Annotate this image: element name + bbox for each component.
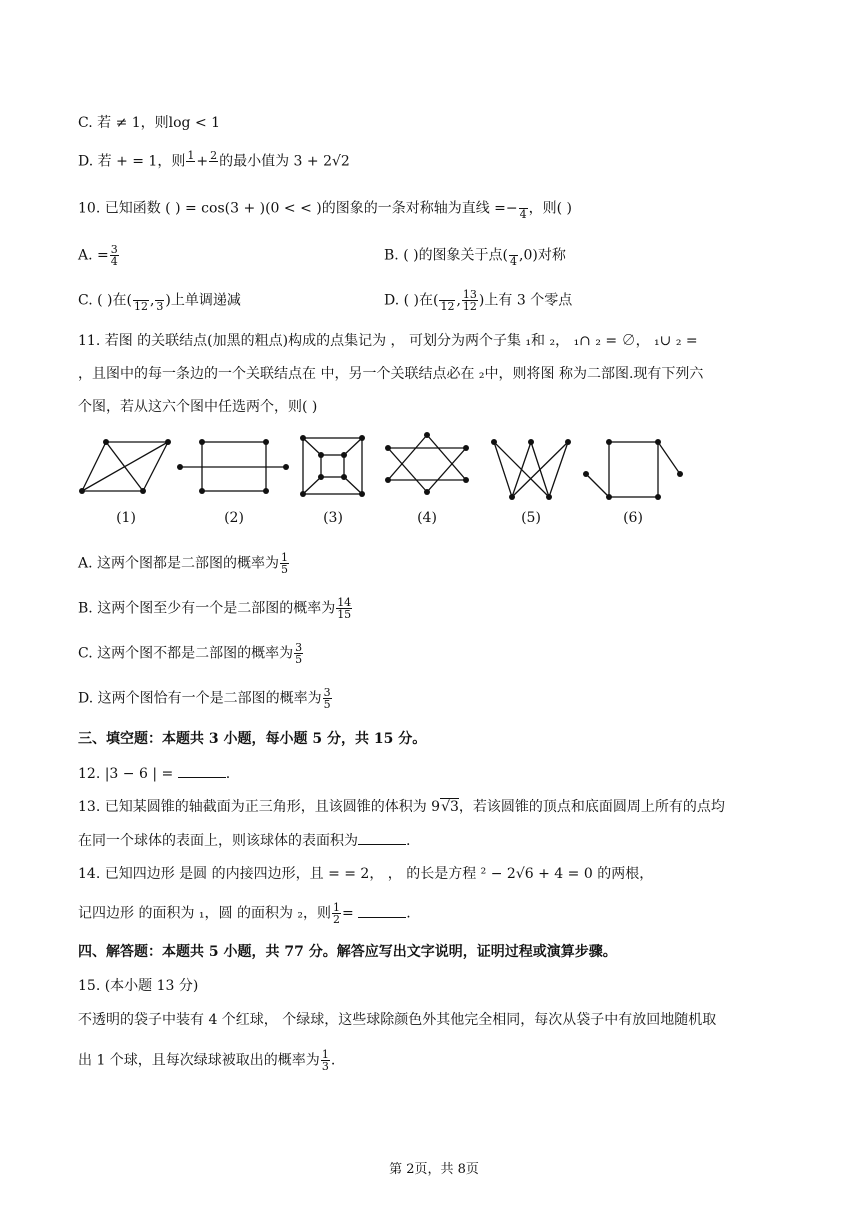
q15-line-1: 不透明的袋子中装有 4 个红球， 个绿球，这些球除颜色外其他完全相同，每次从袋子中有放回地随机取 xyxy=(78,1012,717,1028)
q11-line-2: ，且图中的每一条边的一个关联结点在 中，另一个关联结点必在 ₂中，则将图 称为二部图.现有下列六 xyxy=(78,366,704,382)
caption-6: (6) xyxy=(623,510,643,526)
fraction: 4 xyxy=(519,197,528,220)
fraction: $\frac{1}{2}$ xyxy=(333,901,341,926)
q10-option-a: A. = $\frac{3}{4}$ xyxy=(78,243,118,268)
sqrt: √3 xyxy=(441,799,459,815)
section-3-heading: 三、填空题：本题共 3 小题，每小题 5 分，共 15 分。 xyxy=(78,731,427,747)
section-4-heading: 四、解答题：本题共 5 小题，共 77 分。解答应写出文字说明，证明过程或演算步骤。 xyxy=(78,944,617,960)
fraction: 4 xyxy=(509,244,518,267)
caption-2: (2) xyxy=(224,510,244,526)
answer-blank xyxy=(178,763,226,778)
q9-option-d: D. 若 + = 1，则 1 + 2 的最小值为 3 + 2√2 xyxy=(78,150,350,173)
fraction: $\frac{1}{5}$ xyxy=(281,551,289,576)
q15-line-2: 出 1 个球，且每次绿球被取出的概率为 $\frac{1}{3}$ . xyxy=(78,1048,336,1073)
fraction: $\frac{3}{4}$ xyxy=(110,243,118,268)
q14-line-1: 14. 已知四边形 是圆 的内接四边形，且 = = 2， ， 的长是方程 ² − 2√6 + 4 = 0 的两根， xyxy=(78,866,654,882)
graph-1 xyxy=(82,442,168,491)
answer-blank xyxy=(358,830,406,845)
q13-line-1: 13. 已知某圆锥的轴截面为正三角形，且该圆锥的体积为 9√3，若该圆锥的顶点和底面圆周上所有的点均 xyxy=(78,799,725,815)
fraction: $\frac{3}{5}$ xyxy=(295,641,303,666)
fraction: 12 xyxy=(133,289,149,312)
graph-5 xyxy=(494,442,568,497)
q11-option-d: D. 这两个图恰有一个是二部图的概率为 $\frac{3}{5}$ xyxy=(78,686,331,711)
fraction: 3 xyxy=(155,289,164,312)
q13-line-2: 在同一个球体的表面上，则该球体的表面积为 . xyxy=(78,830,410,851)
answer-blank xyxy=(358,903,406,918)
q14-line-2: 记四边形 的面积为 ₁，圆 的面积为 ₂，则 $\frac{1}{2}$ = . xyxy=(78,901,411,926)
graph-6 xyxy=(586,442,680,497)
q10-option-b: B. ( )的图象关于点( 4 ,0)对称 xyxy=(384,244,566,267)
page-footer: 第 2页，共 8页 xyxy=(389,1162,479,1177)
fraction: $\frac{13}{12}$ xyxy=(462,288,477,313)
fraction: 2 xyxy=(210,149,218,162)
q15-heading: 15. (本小题 13 分) xyxy=(78,978,199,994)
q11-option-c: C. 这两个图不都是二部图的概率为 $\frac{3}{5}$ xyxy=(78,641,303,666)
caption-5: (5) xyxy=(521,510,541,526)
graph-3 xyxy=(303,438,362,494)
graph-4 xyxy=(388,435,466,492)
fraction: $\frac{1}{3}$ xyxy=(321,1048,329,1073)
fraction: $\frac{3}{5}$ xyxy=(323,686,331,711)
q9-option-c: C. 若 ≠ 1，则log < 1 xyxy=(78,115,221,131)
q10-option-d: D. ( )在( 12 , $\frac{13}{12}$ )上有 3 个零点 xyxy=(384,288,573,313)
caption-3: (3) xyxy=(323,510,343,526)
q10-stem: 10. 已知函数 ( ) = cos(3 + )(0 < < )的图象的一条对称轴为直线 =− 4 ，则( ) xyxy=(78,197,572,220)
q11-option-a: A. 这两个图都是二部图的概率为 $\frac{1}{5}$ xyxy=(78,551,289,576)
q11-line-3: 个图，若从这六个图中任选两个，则( ) xyxy=(78,399,318,415)
fraction: $\frac{14}{15}$ xyxy=(337,596,352,621)
graph-nodes xyxy=(79,432,683,500)
q12: 12. |3 − 6 | = . xyxy=(78,763,230,784)
q10-option-c: C. ( )在( 12 , 3 )上单调递减 xyxy=(78,289,241,312)
fraction: 12 xyxy=(439,289,455,312)
q11-option-b: B. 这两个图至少有一个是二部图的概率为 $\frac{14}{15}$ xyxy=(78,596,352,621)
q11-line-1: 11. 若图 的关联结点(加黑的粗点)构成的点集记为 ， 可划分为两个子集 ₁和 ₂， ₁∩ ₂ = ∅， ₁∪ ₂ = xyxy=(78,333,698,349)
caption-1: (1) xyxy=(116,510,136,526)
graph-2 xyxy=(180,442,286,491)
caption-4: (4) xyxy=(417,510,437,526)
fraction: 1 xyxy=(187,149,195,162)
q9-d-text: D. 若 + = 1，则 xyxy=(78,153,186,170)
